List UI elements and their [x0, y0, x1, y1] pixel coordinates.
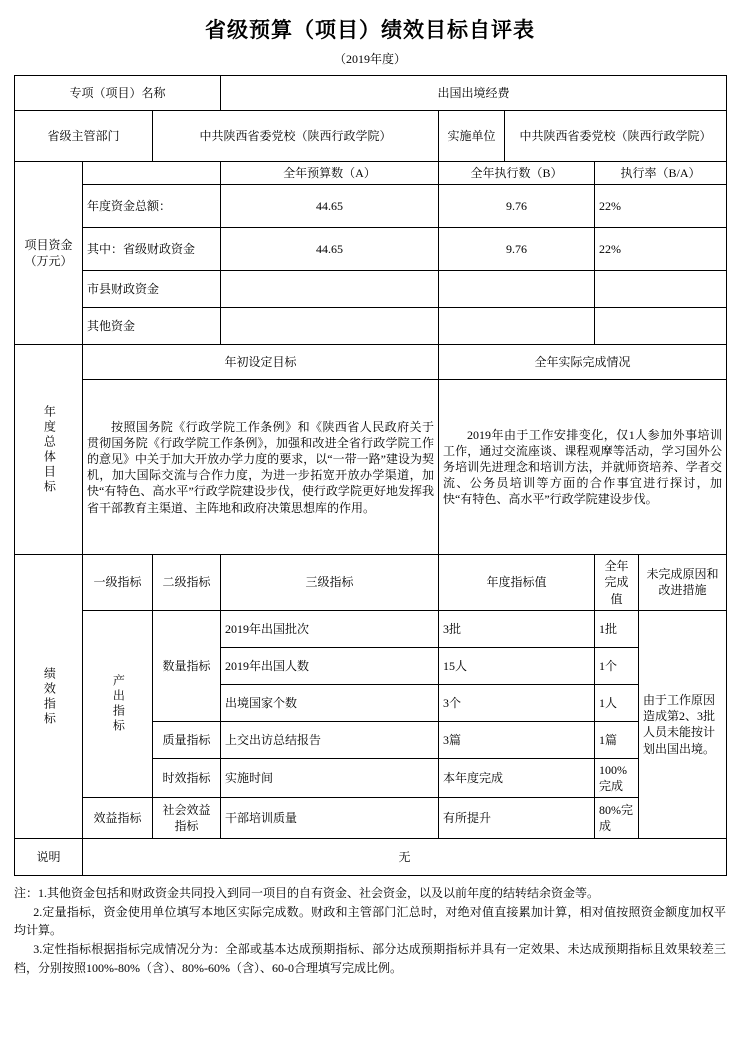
dept-label: 省级主管部门: [15, 111, 153, 162]
funds-label: 项目资金（万元）: [15, 162, 83, 345]
goal-actual-text: 2019年由于工作安排变化，仅1人参加外事培训工作，通过交流座谈、课程观摩等活动，学习国外公务培训先进理念和培训方法，并就师资培养、学者交流、公务员培训等方面的合作事宜进行探讨，加快“有特色、高水平”行政学院建设步伐。: [439, 380, 727, 555]
table-row: [15, 345, 727, 380]
table-row: [15, 76, 727, 111]
page-subtitle: （2019年度）: [333, 52, 406, 66]
footnote-2: 2.定量指标，资金使用单位填写本地区实际完成数。财政和主管部门汇总时，对绝对值直接累加计算，相对值按照资金额度加权平均计算。: [14, 904, 726, 938]
indicator-level3: 2019年出国批次: [221, 610, 439, 647]
header-level1: 一级指标: [83, 555, 153, 611]
indicator-target: 3个: [439, 684, 595, 721]
performance-label: 绩效指标: [15, 555, 83, 839]
header-annual-actual: 全年完成值: [595, 555, 639, 611]
indicator-level2: 时效指标: [153, 758, 221, 797]
table-row: [15, 839, 727, 876]
remark-value: 无: [83, 839, 727, 876]
page-title: 省级预算（项目）绩效目标自评表: [205, 18, 535, 42]
fund-row-label: 其他资金: [83, 308, 221, 345]
footnote-3: 3.定性指标根据指标完成情况分为：全部或基本达成预期指标、部分达成预期指标并具有一定效果、未达成预期指标且效果较差三档，分别按照100%-80%（含）、80%-60%（含）、60-0合理填写完成比例。: [14, 941, 726, 975]
benefit-indicator-label: 效益指标: [83, 798, 153, 839]
footnotes: [14, 876, 726, 977]
unit-value: 中共陕西省委党校（陕西行政学院）: [505, 111, 727, 162]
goal-actual-header: 全年实际完成情况: [439, 345, 727, 380]
indicator-target: 3批: [439, 610, 595, 647]
table-row: [15, 162, 727, 185]
goal-planned-header: 年初设定目标: [83, 345, 439, 380]
header-level2: 二级指标: [153, 555, 221, 611]
indicator-level3: 2019年出国人数: [221, 647, 439, 684]
indicator-actual: 1人: [595, 684, 639, 721]
performance-self-evaluation-table: [14, 75, 727, 876]
reason-text: 由于工作原因造成第2、3批人员未能按计划出国出境。: [639, 610, 727, 838]
table-row: [15, 111, 727, 162]
footnote-1: 注：1.其他资金包括和财政资金共同投入到同一项目的自有资金、社会资金，以及以前年度的结转结余资金等。: [14, 886, 600, 901]
indicator-actual: 100%完成: [595, 758, 639, 797]
indicator-target: 15人: [439, 647, 595, 684]
dept-value: 中共陕西省委党校（陕西行政学院）: [153, 111, 439, 162]
table-row: [15, 308, 727, 345]
fund-row-label: 市县财政资金: [83, 271, 221, 308]
fund-row-budget: [221, 308, 439, 345]
table-row: [15, 271, 727, 308]
indicator-target: 本年度完成: [439, 758, 595, 797]
indicator-level3: 干部培训质量: [221, 798, 439, 839]
table-row: [15, 798, 727, 839]
indicator-level2: 社会效益指标: [153, 798, 221, 839]
fund-row-executed: 9.76: [439, 228, 595, 271]
fund-row-rate: [595, 308, 727, 345]
unit-label: 实施单位: [439, 111, 505, 162]
annual-goal-label: 年度总体目标: [15, 345, 83, 555]
header-annual-target: 年度指标值: [439, 555, 595, 611]
fund-row-label: 年度资金总额：: [83, 185, 221, 228]
table-row: [15, 610, 727, 647]
indicator-actual: 1个: [595, 647, 639, 684]
indicator-level2: 数量指标: [153, 610, 221, 721]
indicator-level3: 上交出访总结报告: [221, 721, 439, 758]
col-rate-header: 执行率（B/A）: [595, 162, 727, 185]
indicator-target: 3篇: [439, 721, 595, 758]
project-name-label: 专项（项目）名称: [15, 76, 221, 111]
fund-row-budget: 44.65: [221, 228, 439, 271]
fund-row-label: 其中：省级财政资金: [83, 228, 221, 271]
col-budget-header: 全年预算数（A）: [221, 162, 439, 185]
header-reason: 未完成原因和改进措施: [639, 555, 727, 611]
project-name-value: 出国出境经费: [221, 76, 727, 111]
col-executed-header: 全年执行数（B）: [439, 162, 595, 185]
indicator-level2: 质量指标: [153, 721, 221, 758]
remark-label: 说明: [15, 839, 83, 876]
table-row: [15, 380, 727, 555]
indicator-level3: 出境国家个数: [221, 684, 439, 721]
indicator-level3: 实施时间: [221, 758, 439, 797]
fund-row-rate: [595, 271, 727, 308]
output-indicator-label: 产出指标: [83, 610, 153, 797]
header-level3: 三级指标: [221, 555, 439, 611]
fund-row-budget: [221, 271, 439, 308]
funds-corner-cell: [83, 162, 221, 185]
goal-planned-text: 按照国务院《行政学院工作条例》和《陕西省人民政府关于贯彻国务院《行政学院工作条例》，加强和改进全省行政学院工作的意见》中关于加大开放办学力度的要求，以“一带一路”建设为契机，加大国际交流与合作力度，为进一步拓宽开放办学渠道，加快“有特色、高水平”行政学院建设步伐，使行政学院更好地发挥我省干部教育主渠道、主阵地和政府决策思想库的作用。: [83, 380, 439, 555]
fund-row-executed: [439, 271, 595, 308]
fund-row-rate: 22%: [595, 185, 727, 228]
indicator-target: 有所提升: [439, 798, 595, 839]
indicator-actual: 80%完成: [595, 798, 639, 839]
fund-row-budget: 44.65: [221, 185, 439, 228]
indicator-actual: 1篇: [595, 721, 639, 758]
table-row: [15, 185, 727, 228]
indicator-actual: 1批: [595, 610, 639, 647]
table-row: [15, 228, 727, 271]
fund-row-rate: 22%: [595, 228, 727, 271]
fund-row-executed: [439, 308, 595, 345]
table-row: [15, 555, 727, 611]
fund-row-executed: 9.76: [439, 185, 595, 228]
